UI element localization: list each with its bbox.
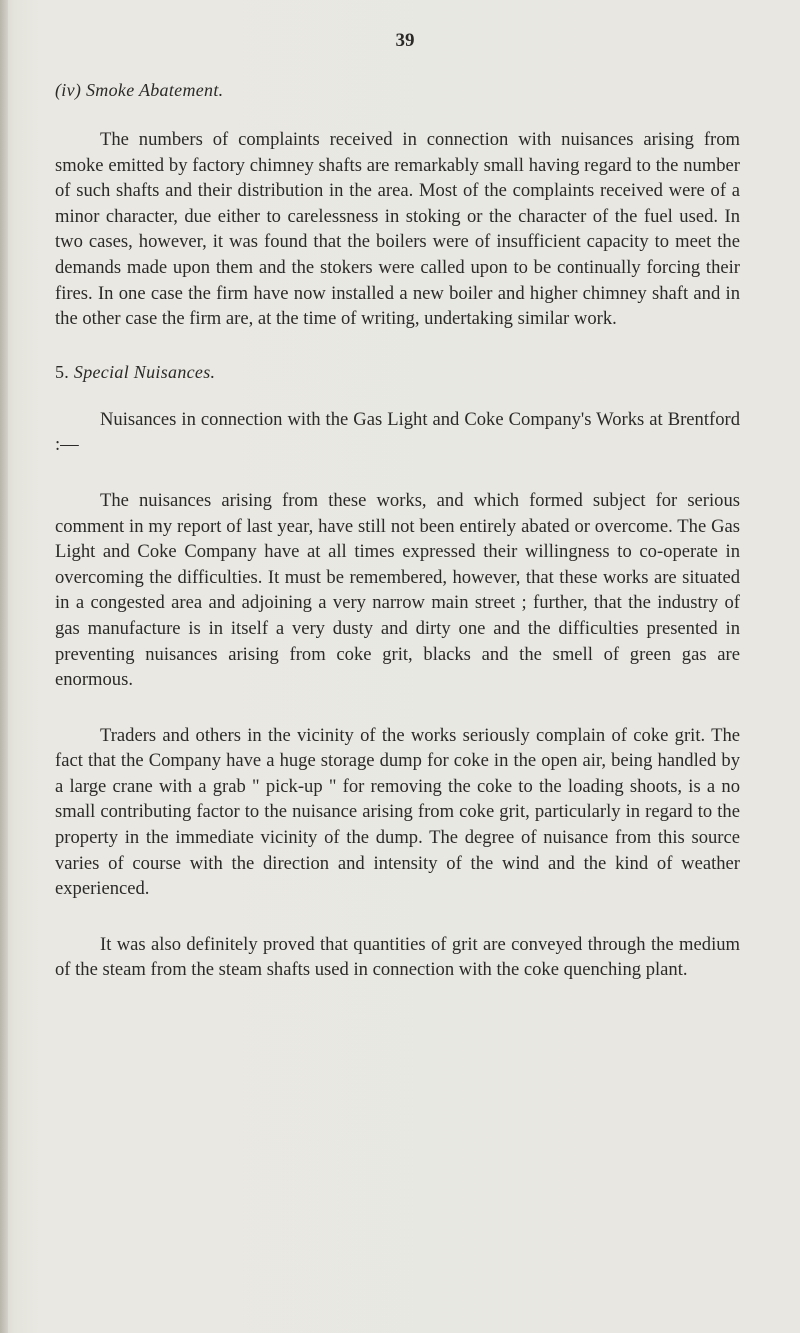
page-number: 39	[395, 30, 415, 51]
page-content	[55, 80, 740, 1009]
paragraph-gas-light-intro: Nuisances in connection with the Gas Light and Coke Company's Works at Brentford :—	[55, 408, 740, 456]
section-heading-smoke-abatement	[55, 80, 740, 101]
section-numeral: (iv)	[55, 80, 82, 100]
section-title: Special Nuisances.	[73, 361, 216, 382]
paragraph-steam-shafts-grit: It was also definitely proved that quantities of grit are conveyed through the medium of the steam from the steam shafts used in connection with the coke quenching plant.	[55, 933, 740, 981]
section-heading-special-nuisances	[55, 362, 740, 383]
paragraph-smoke-complaints: The numbers of complaints received in connection with nuisances arising from smoke emitted by factory chimney shafts are remarkably small having regard to the number of such shafts and their distribution in the area. Most of the complaints received were of a minor character, due either to carelessness in stoking or the character of the fuel used. In two cases, however, it was found that the boilers were of insufficient capacity to meet the demands made upon them and the stokers were called upon to be continually forcing their fires. In one case the firm have now installed a new boiler and higher chimney shaft and in the other case the firm are, at the time of writing, undertaking similar work.	[55, 129, 740, 330]
section-numeral: 5.	[55, 361, 70, 382]
paragraph-coke-grit-complaints: Traders and others in the vicinity of the works seriously complain of coke grit. The fact that the Company have a huge storage dump for coke in the open air, being handled by a large crane with a grab " pick-up " for removing the coke to the loading shoots, is a no small contributing factor to the nuisance arising from coke grit, particularly in regard to the property in the immediate vicinity of the dump. The degree of nuisance from this source varies of course with the direction and intensity of the wind and the kind of weather experienced.	[55, 724, 740, 900]
paragraph-nuisances-not-abated: The nuisances arising from these works, and which formed subject for serious comment in my report of last year, have still not been entirely abated or overcome. The Gas Light and Coke Company have at all times expressed their willingness to co-operate in overcoming the difficulties. It must be remembered, however, that these works are situated in a congested area and adjoining a very narrow main street ; further, that the industry of gas manufacture is in itself a very dusty and dirty one and the difficulties presented in preventing nuisances arising from coke grit, blacks and the smell of green gas are enormous.	[55, 489, 740, 691]
page-binding-edge	[0, 0, 8, 1333]
section-title: Smoke Abatement.	[86, 80, 224, 100]
